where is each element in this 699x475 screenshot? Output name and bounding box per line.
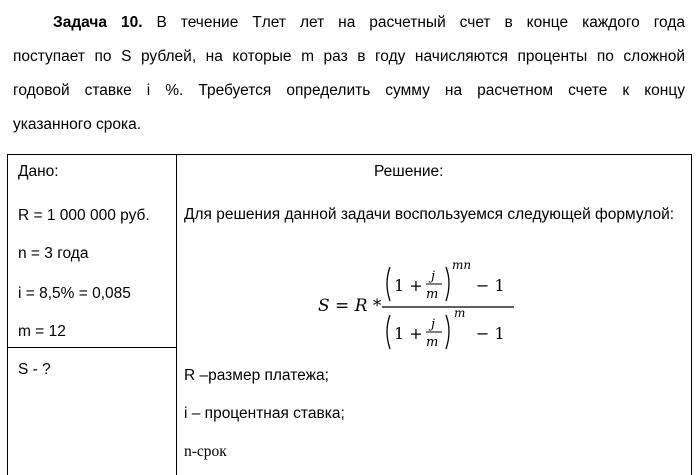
task-line-2: поступает по S рублей, на которые m раз в году начисляются проценты по сложной	[13, 48, 685, 65]
given-n: n = 3 года	[18, 245, 89, 262]
legend-r: R –размер платежа;	[184, 367, 329, 384]
formula-exp-m: m	[454, 306, 466, 320]
formula-den-j: j	[431, 317, 436, 332]
formula-den-one: 1 +	[394, 324, 423, 343]
task-label: Задача 10.	[53, 14, 143, 31]
given-header: Дано:	[18, 163, 59, 180]
formula-num-j: j	[431, 269, 436, 284]
solution-header: Решение:	[374, 163, 444, 180]
problem-statement	[13, 6, 685, 142]
column-divider	[176, 155, 177, 475]
formula-den-m: m	[426, 335, 439, 350]
solution-table	[7, 154, 692, 475]
given-m: m = 12	[18, 323, 66, 340]
formula-num-m: m	[426, 287, 439, 302]
task-line-4: указанного срока.	[13, 116, 142, 133]
task-line-1: В течение Tлет лет на расчетный счет в конце каждого года	[156, 14, 685, 31]
given-r: R = 1 000 000 руб.	[18, 207, 150, 224]
given-divider	[8, 347, 176, 348]
formula-den-minus: − 1	[476, 324, 505, 343]
annuity-formula	[318, 255, 528, 351]
formula-lhs: S = R *	[318, 296, 382, 316]
formula-num-minus: − 1	[476, 276, 505, 295]
legend-i: i – процентная ставка;	[184, 405, 345, 422]
find-s: S - ?	[18, 361, 51, 378]
given-i: i = 8,5% = 0,085	[18, 285, 131, 302]
formula-exp-mn: mn	[452, 258, 472, 272]
solution-intro: Для решения данной задачи воспользуемся следующей формулой:	[184, 206, 675, 223]
task-line-3: годовой ставке i %. Требуется определить сумму на расчетном счете к концу	[13, 82, 685, 99]
formula-num-one: 1 +	[394, 276, 423, 295]
legend-n: n-срок	[184, 443, 227, 460]
